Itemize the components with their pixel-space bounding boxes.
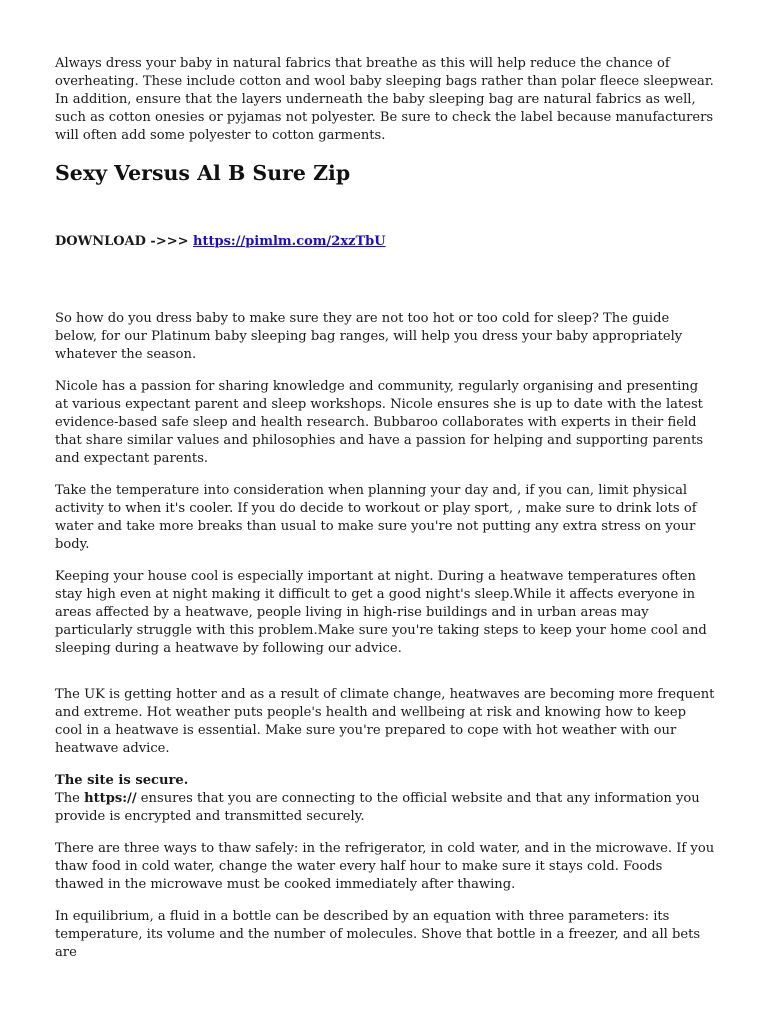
download-label: DOWNLOAD ->>> bbox=[55, 234, 194, 249]
intro-paragraph: Always dress your baby in natural fabrics that breathe as this will help reduce the chance of overheating. These include cotton and wool baby sleeping bags rather than polar fleece sleepwear. In addition, ensure that the layers underneath the baby sleeping bag are natural fabrics as well, such as cotton onesies or pyjamas not polyester. Be sure to check the label because manufacturers will often add some polyester to cotton garments. bbox=[55, 56, 714, 143]
body-paragraph: Take the temperature into consideration when planning your day and, if you can, limit physical activity to when it's cooler. If you do decide to workout or play sport, , make sure to drink lots of water and take more breaks than usual to make sure you're not putting any extra stress on your body. bbox=[55, 483, 697, 552]
secure-protocol: https:// bbox=[84, 791, 137, 806]
body-paragraph: Keeping your house cool is especially important at night. During a heatwave temperatures often stay high even at night making it difficult to get a good night's sleep.While it affects everyone in areas affected by a heatwave, people living in high-rise buildings and in urban areas may particularly struggle with this problem.Make sure you're taking steps to keep your home cool and sleeping during a heatwave by following our advice. bbox=[55, 569, 707, 656]
secure-prefix: The bbox=[55, 791, 85, 806]
body-paragraph: The UK is getting hotter and as a result of climate change, heatwaves are becoming more frequent and extreme. Hot weather puts people's health and wellbeing at risk and knowing how to keep cool in a heatwave is essential. Make sure you're prepared to cope with hot weather with our heatwave advice. bbox=[55, 687, 715, 756]
document-page bbox=[55, 55, 715, 976]
page-title: Sexy Versus Al B Sure Zip bbox=[55, 161, 351, 185]
secure-suffix: ensures that you are connecting to the official website and that any information you provide is encrypted and transmitted securely. bbox=[55, 791, 700, 824]
download-link[interactable]: https://pimlm.com/2xzTbU bbox=[193, 234, 386, 249]
secure-title: The site is secure. bbox=[55, 773, 189, 788]
spacer bbox=[55, 251, 715, 310]
download-line bbox=[55, 233, 715, 251]
body-paragraph: In equilibrium, a fluid in a bottle can be described by an equation with three parameters: its temperature, its volume and the number of molecules. Shove that bottle in a freezer, and all bets are bbox=[55, 909, 701, 960]
body-paragraph: So how do you dress baby to make sure they are not too hot or too cold for sleep? The guide below, for our Platinum baby sleeping bag ranges, will help you dress your baby appropriately whatever the season. bbox=[55, 311, 683, 362]
spacer bbox=[55, 672, 715, 686]
body-paragraph: There are three ways to thaw safely: in the refrigerator, in cold water, and in the microwave. If you thaw food in cold water, change the water every half hour to make sure it stays cold. Foods thawed in the microwave must be cooked immediately after thawing. bbox=[55, 841, 715, 892]
body-paragraph: Nicole has a passion for sharing knowledge and community, regularly organising and presenting at various expectant parent and sleep workshops. Nicole ensures she is up to date with the latest evidence-based safe sleep and health research. Bubbaroo collaborates with experts in their field that share similar values and philosophies and have a passion for helping and supporting parents and expectant parents. bbox=[55, 379, 704, 466]
secure-notice bbox=[55, 772, 715, 826]
